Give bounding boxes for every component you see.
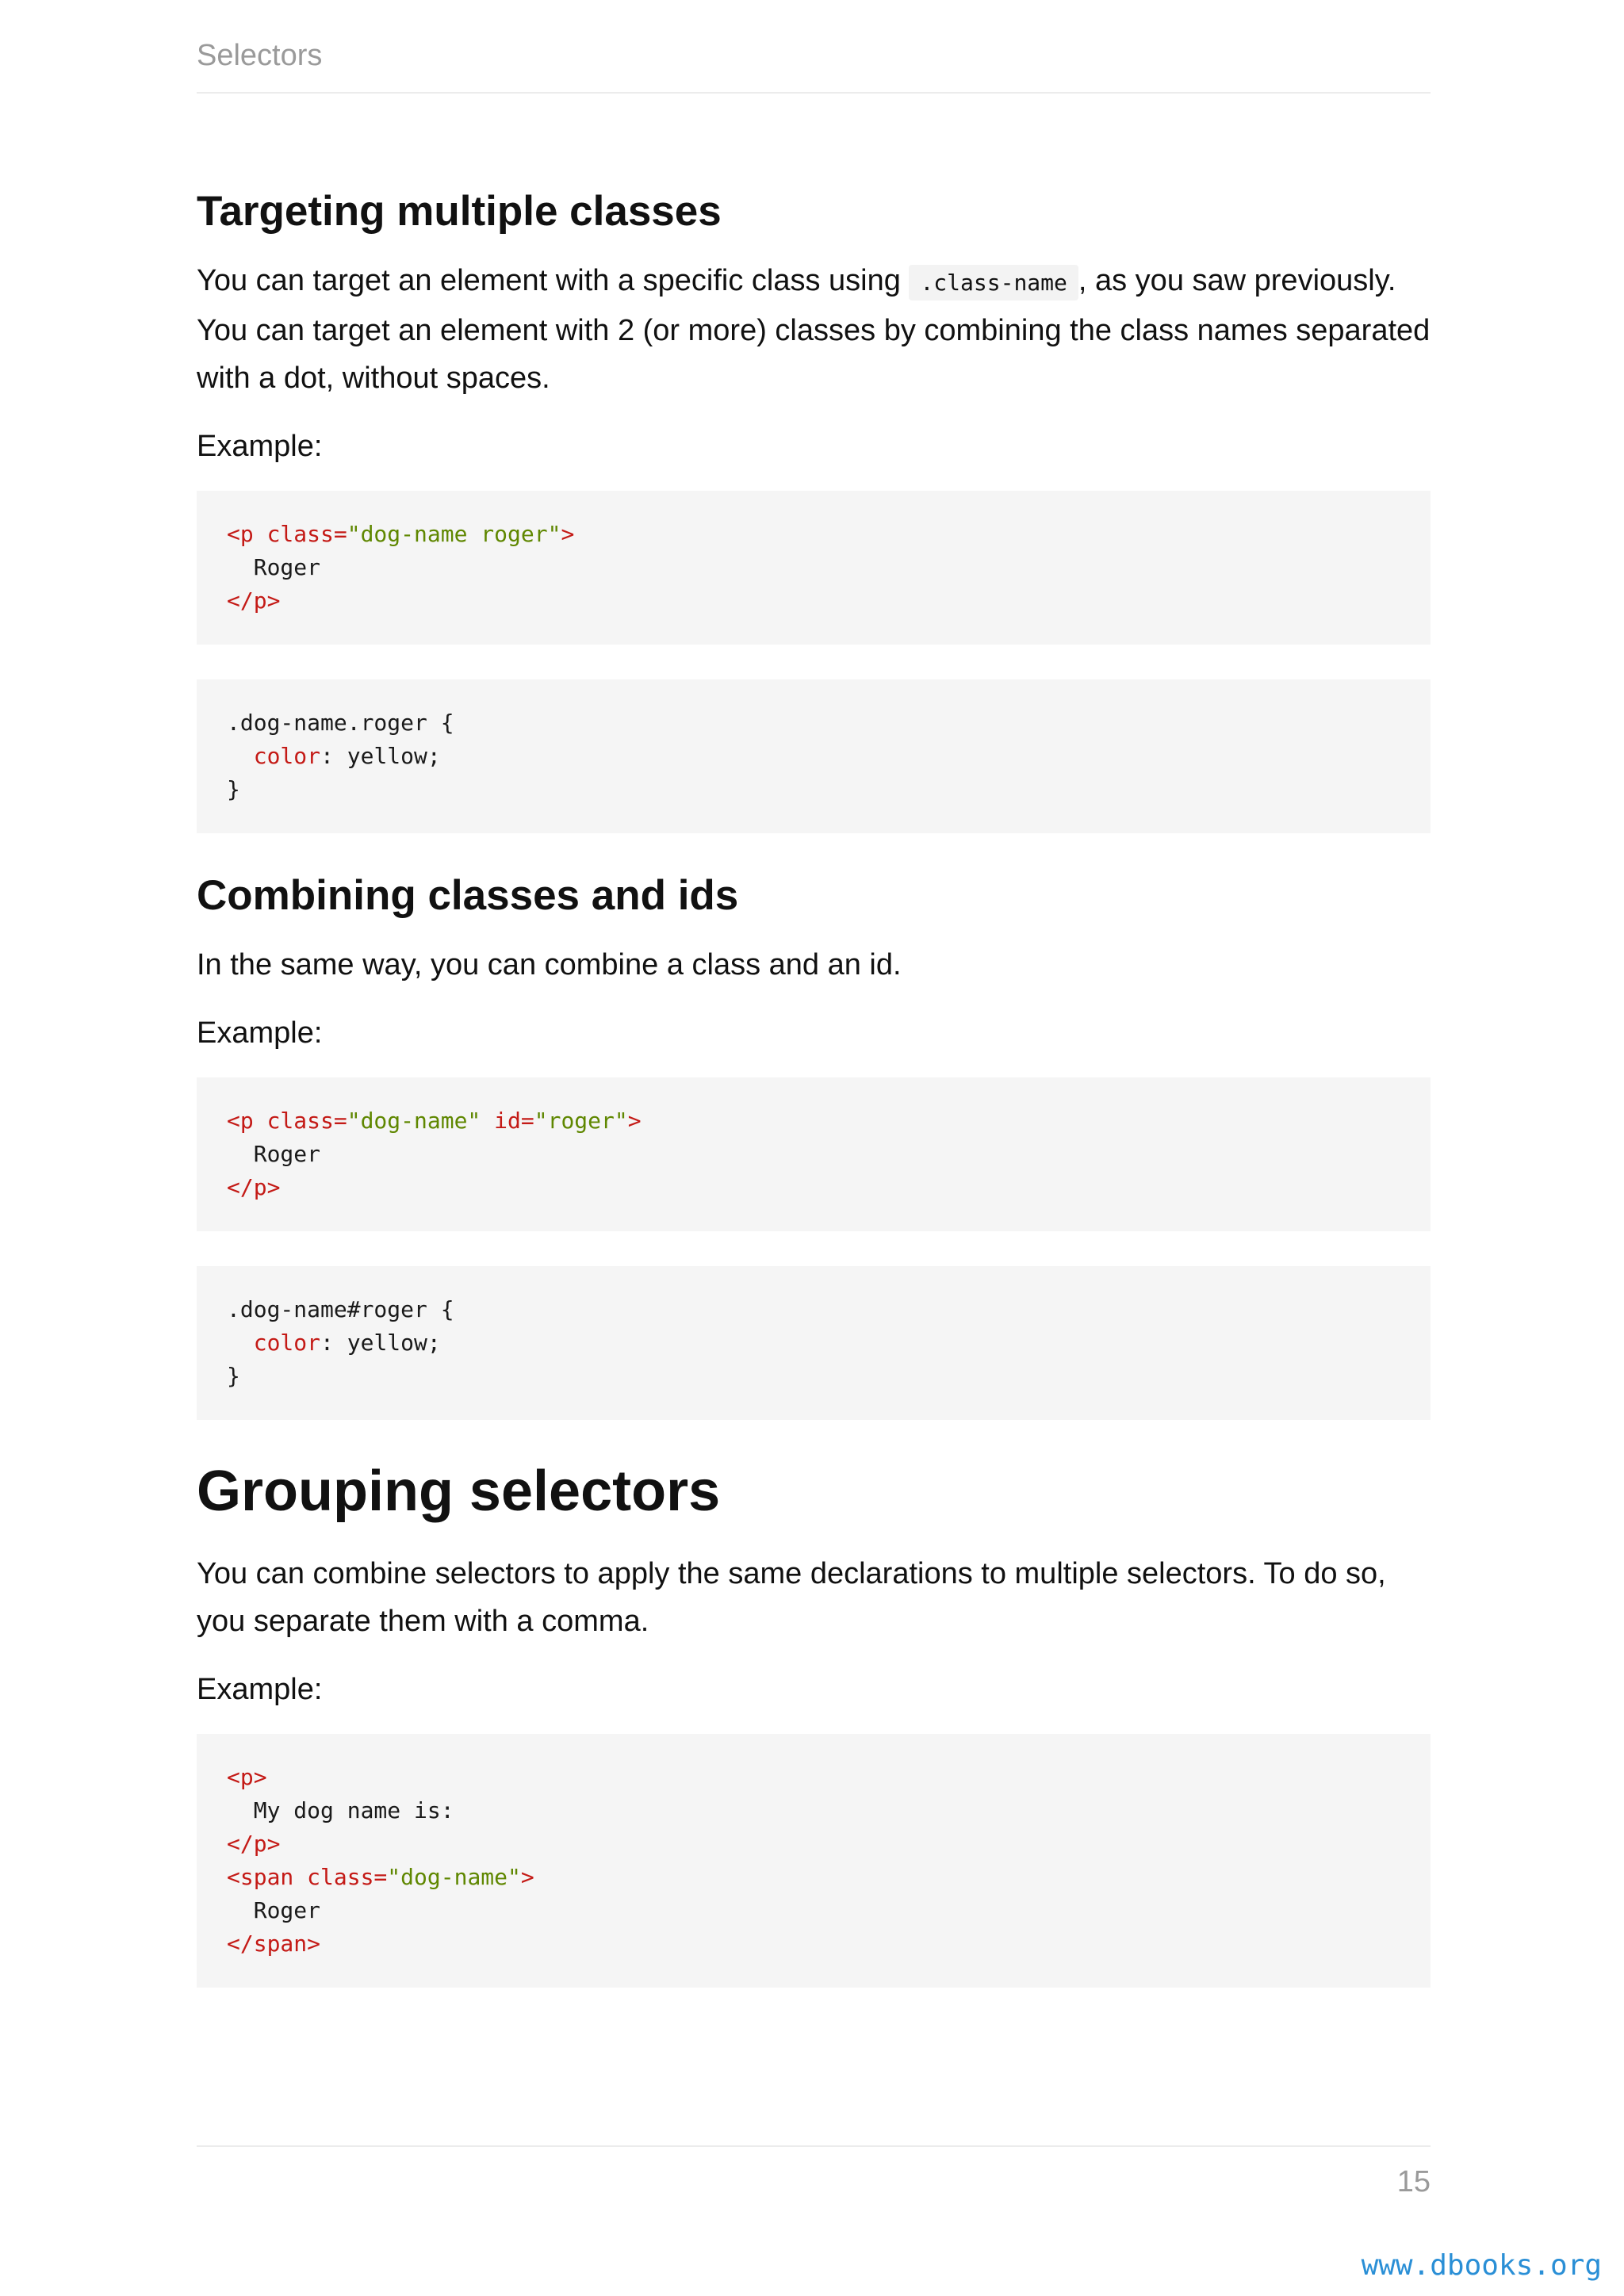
code-token: <p class= (227, 521, 347, 547)
section-heading-targeting-multiple-classes: Targeting multiple classes (197, 188, 722, 235)
code-token: "dog-name" (347, 1108, 481, 1134)
code-line: </p> (227, 1174, 281, 1200)
code-token: color (253, 1330, 321, 1356)
code-token: : yellow; (320, 743, 441, 769)
paragraph-targeting-classes (197, 257, 1431, 402)
code-token (227, 743, 254, 769)
watermark-link[interactable]: www.dbooks.org (1361, 2249, 1602, 2282)
code-line: .dog-name#roger { (227, 1296, 454, 1322)
code-token: "roger" (534, 1108, 628, 1134)
running-header: Selectors (197, 39, 323, 72)
code-line: </p> (227, 587, 281, 614)
code-token: > (627, 1108, 642, 1134)
code-token: : yellow; (320, 1330, 441, 1356)
code-line: </p> (227, 1831, 281, 1857)
code-token: > (561, 521, 575, 547)
example-label: Example: (197, 1673, 323, 1706)
code-token: <p class= (227, 1108, 347, 1134)
paragraph-grouping: You can combine selectors to apply the same declarations to multiple selectors. To do so, you separate them with a comma. (197, 1557, 1386, 1638)
code-token: > (520, 1864, 534, 1890)
code-token: <span class= (227, 1864, 388, 1890)
example-label: Example: (197, 1016, 323, 1050)
content (197, 184, 1431, 2022)
code-block-html-grouping (197, 1734, 1431, 1988)
code-line: .dog-name.roger { (227, 710, 454, 736)
code-line: <p> (227, 1764, 267, 1790)
code-line: My dog name is: (227, 1797, 454, 1823)
example-label: Example: (197, 430, 323, 463)
code-block-html-class-id (197, 1077, 1431, 1231)
footer-divider (197, 2145, 1431, 2147)
section-heading-combining-classes-ids: Combining classes and ids (197, 872, 739, 919)
code-block-css-multiple-classes (197, 679, 1431, 833)
paragraph-combining: In the same way, you can combine a class and an id. (197, 948, 902, 982)
code-token: color (253, 743, 321, 769)
code-line: </span> (227, 1931, 321, 1957)
code-line: Roger (227, 554, 321, 580)
chapter-heading-grouping-selectors: Grouping selectors (197, 1460, 721, 1523)
code-line: } (227, 776, 240, 802)
code-block-html-multiple-classes (197, 491, 1431, 645)
paragraph-text-start: You can target an element with a specific class using (197, 264, 910, 297)
code-token (227, 1330, 254, 1356)
code-line: Roger (227, 1141, 321, 1167)
inline-code-class-name: .class-name (909, 265, 1078, 300)
code-line: Roger (227, 1897, 321, 1923)
code-token: id= (481, 1108, 534, 1134)
code-token: "dog-name" (387, 1864, 521, 1890)
code-token: "dog-name roger" (347, 521, 561, 547)
code-line: } (227, 1363, 240, 1389)
page-number: 15 (1396, 2165, 1431, 2198)
code-block-css-class-id (197, 1266, 1431, 1420)
header-divider (197, 92, 1431, 94)
paragraph-text-end: , as you saw previously. You can target an element with 2 (or more) classes by combining the class names separated with a dot, without spaces. (197, 264, 1431, 395)
